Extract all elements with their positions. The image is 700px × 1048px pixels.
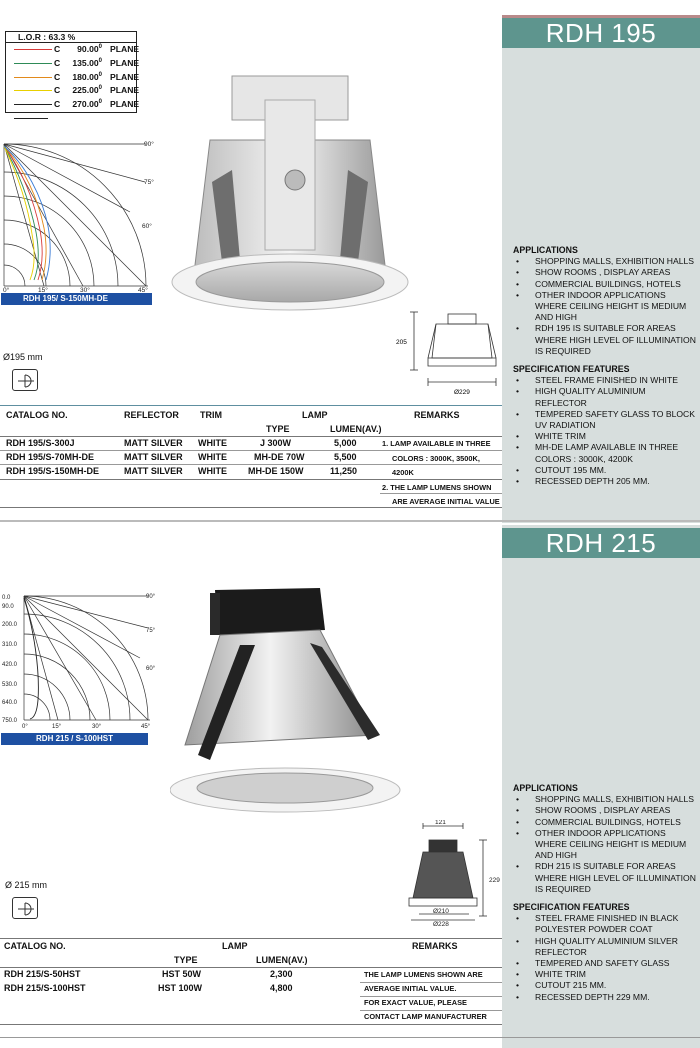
dim-top: 121 <box>435 820 446 826</box>
list-item: • SHOW ROOMS , DISPLAY AREAS <box>513 267 698 278</box>
table-rule <box>0 967 502 968</box>
table-cell: RDH 215/S-100HST <box>4 983 86 993</box>
table-cell: MH-DE 150W <box>248 466 304 476</box>
radial-label: 750.0 <box>2 718 18 724</box>
table-cell: WHITE <box>198 466 227 476</box>
list-item: • HIGH QUALITY ALUMINIUM REFLECTOR <box>513 386 698 408</box>
legend-line <box>14 77 52 78</box>
list-item: • COMMERCIAL BUILDINGS, HOTELS <box>513 279 698 290</box>
legend-c: C <box>54 71 61 82</box>
features-list <box>513 913 698 1003</box>
radial-label: 420.0 <box>2 662 18 668</box>
list-item: • RDH 195 IS SUITABLE FOR AREAS WHERE HIGH LEVEL OF ILLUMINATION IS REQUIRED <box>513 323 698 357</box>
list-item: • SHOPPING MALLS, EXHIBITION HALLS <box>513 794 698 805</box>
polar-angle-label: 30° <box>92 724 102 730</box>
table-cell: MATT SILVER <box>124 452 183 462</box>
table-cell: HST 100W <box>158 983 203 993</box>
col-remarks: REMARKS <box>414 410 460 420</box>
table-rule <box>0 436 502 437</box>
product2-applications <box>513 783 698 1003</box>
table-rule <box>0 479 502 480</box>
product1-photo <box>170 70 410 315</box>
polar-angle-label: 45° <box>138 287 148 292</box>
polar-angle-label: 30° <box>80 287 90 292</box>
table-cell: MH-DE 70W <box>254 452 305 462</box>
legend-plane: PLANE <box>110 85 140 96</box>
table-cell: RDH 195/S-150MH-DE <box>6 466 100 476</box>
table-cell: 2,300 <box>270 969 293 979</box>
dim-height: 229 <box>489 877 500 884</box>
legend-degree: 225.00$^0$ <box>72 85 102 96</box>
list-item: • HIGH QUALITY ALUMINIUM SILVER REFLECTOR <box>513 936 698 958</box>
table-rule <box>0 405 502 406</box>
polar-angle-label: 0° <box>3 287 10 292</box>
table-rule <box>360 1010 502 1011</box>
table-rule <box>380 493 502 494</box>
polar-angle-label: 75° <box>146 628 156 634</box>
features-heading: SPECIFICATION FEATURES <box>513 364 630 375</box>
legend-degree: 180.00$^0$ <box>72 71 102 82</box>
col-lumen: LUMEN(AV.) <box>256 955 308 965</box>
table-rule <box>0 938 502 939</box>
radial-label: 640.0 <box>2 700 18 706</box>
cutout-size: Ø195 mm <box>3 352 43 362</box>
product2-table <box>4 940 504 1030</box>
table-rule <box>0 450 502 451</box>
legend-c: C <box>54 85 61 96</box>
legend-c: C <box>54 57 61 68</box>
remark-line: THE LAMP LUMENS SHOWN ARE <box>364 970 483 979</box>
polar-label-2: RDH 215 / S-100HST <box>1 733 148 745</box>
legend-row <box>6 98 140 112</box>
radial-label: 0.0 <box>2 595 11 601</box>
col-lamp: LAMP <box>222 941 248 951</box>
table-cell: RDH 215/S-50HST <box>4 969 81 979</box>
list-item: • STEEL FRAME FINISHED IN WHITE <box>513 375 698 386</box>
col-lamp: LAMP <box>302 410 328 420</box>
col-type: TYPE <box>174 955 198 965</box>
list-item: • MH-DE LAMP AVAILABLE IN THREE COLORS : 3000K, 4200K <box>513 442 698 464</box>
col-lumen: LUMEN(AV.) <box>330 424 382 434</box>
col-catalog: CATALOG NO. <box>4 941 66 951</box>
product2-photo <box>170 585 410 815</box>
mount-icon <box>12 897 38 919</box>
dimension-drawing-1 <box>392 308 504 400</box>
table-rule <box>0 1037 700 1038</box>
col-catalog: CATALOG NO. <box>6 410 68 420</box>
section-divider <box>0 520 700 522</box>
legend-line <box>14 63 52 64</box>
list-item: • RECESSED DEPTH 229 MM. <box>513 992 698 1003</box>
polar-angle-label: 60° <box>146 666 156 672</box>
list-item: • OTHER INDOOR APPLICATIONS WHERE CEILING HEIGHT IS MEDIUM AND HIGH <box>513 290 698 324</box>
legend-degree: 135.00$^0$ <box>72 57 102 68</box>
product2-title: RDH 215 <box>502 528 700 558</box>
table-cell: WHITE <box>198 452 227 462</box>
list-item: • RDH 215 IS SUITABLE FOR AREAS WHERE HIGH LEVEL OF ILLUMINATION IS REQUIRED <box>513 861 698 895</box>
list-item: • SHOW ROOMS , DISPLAY AREAS <box>513 805 698 816</box>
legend-line <box>14 49 52 50</box>
product1-title: RDH 195 <box>502 18 700 48</box>
legend-plane: PLANE <box>110 57 140 68</box>
applications-list <box>513 256 698 357</box>
applications-heading: APPLICATIONS <box>513 245 578 255</box>
applications-list <box>513 794 698 895</box>
table-rule <box>0 507 502 508</box>
lor-legend <box>5 31 140 113</box>
polar-angle-label: 90° <box>146 594 156 600</box>
table-cell: J 300W <box>260 438 292 448</box>
remark-line: COLORS : 3000K, 3500K, <box>392 454 480 463</box>
dim-width: Ø229 <box>454 389 470 396</box>
polar-angle-label: 0° <box>22 724 28 730</box>
product1-applications <box>513 245 698 487</box>
legend-c: C <box>54 99 61 110</box>
polar-angle-label: 15° <box>38 287 48 292</box>
table-cell: RDH 195/S-70MH-DE <box>6 452 95 462</box>
radial-label: 200.0 <box>2 622 18 628</box>
radial-label: 90.0 <box>2 604 14 610</box>
list-item: • OTHER INDOOR APPLICATIONS WHERE CEILING HEIGHT IS MEDIUM AND HIGH <box>513 828 698 862</box>
table-cell: WHITE <box>198 438 227 448</box>
product2-panel <box>502 525 700 1048</box>
polar-label-1: RDH 195/ S-150MH-DE <box>1 293 152 305</box>
list-item: • RECESSED DEPTH 205 MM. <box>513 476 698 487</box>
table-rule <box>360 996 502 997</box>
list-item: • TEMPERED AND SAFETY GLASS <box>513 958 698 969</box>
legend-row <box>6 84 140 98</box>
list-item: • WHITE TRIM <box>513 431 698 442</box>
table-cell: 11,250 <box>330 466 358 476</box>
list-item: • SHOPPING MALLS, EXHIBITION HALLS <box>513 256 698 267</box>
legend-plane: PLANE <box>110 71 140 82</box>
table-cell: MATT SILVER <box>124 466 183 476</box>
list-item: • TEMPERED SAFETY GLASS TO BLOCK UV RADIATION <box>513 409 698 431</box>
polar-diagram-2 <box>0 590 160 732</box>
list-item: • COMMERCIAL BUILDINGS, HOTELS <box>513 817 698 828</box>
table-cell: HST 50W <box>162 969 202 979</box>
remark-line: ARE AVERAGE INITIAL VALUE <box>392 497 500 506</box>
table-rule <box>360 982 502 983</box>
legend-underline <box>14 118 48 119</box>
remark-line: AVERAGE INITIAL VALUE. <box>364 984 457 993</box>
table-rule <box>0 464 502 465</box>
legend-row <box>6 43 140 57</box>
polar-angle-label: 15° <box>52 724 62 730</box>
radial-label: 310.0 <box>2 642 18 648</box>
legend-c: C <box>54 44 61 54</box>
radial-label: 530.0 <box>2 682 18 688</box>
legend-plane: PLANE <box>110 44 140 54</box>
legend-plane: PLANE <box>110 99 140 110</box>
mount-icon <box>12 369 38 391</box>
legend-line <box>14 90 52 91</box>
lor-header: L.O.R : 63.3 % <box>6 32 136 43</box>
polar-angle-label: 75° <box>144 179 154 186</box>
list-item: • WHITE TRIM <box>513 969 698 980</box>
table-cell: RDH 195/S-300J <box>6 438 75 448</box>
legend-line <box>14 104 52 105</box>
col-type: TYPE <box>266 424 290 434</box>
polar-diagram-1 <box>0 140 160 292</box>
remark-line: 2. THE LAMP LUMENS SHOWN <box>382 483 492 492</box>
polar-angle-label: 60° <box>142 223 152 230</box>
features-list <box>513 375 698 487</box>
list-item: • CUTOUT 195 MM. <box>513 465 698 476</box>
table-cell: 5,000 <box>334 438 357 448</box>
cutout-size: Ø 215 mm <box>5 880 48 890</box>
dim-cut: Ø210 <box>433 908 449 915</box>
col-reflector: REFLECTOR <box>124 410 179 420</box>
list-item: • CUTOUT 215 MM. <box>513 980 698 991</box>
remark-line: CONTACT LAMP MANUFACTURER <box>364 1012 487 1021</box>
table-cell: 5,500 <box>334 452 357 462</box>
applications-heading: APPLICATIONS <box>513 783 578 793</box>
table-cell: MATT SILVER <box>124 438 183 448</box>
col-remarks: REMARKS <box>412 941 458 951</box>
polar-angle-label: 90° <box>144 141 154 148</box>
table-cell: 4,800 <box>270 983 293 993</box>
dim-width: Ø228 <box>433 921 449 928</box>
legend-degree: 90.00$^0$ <box>77 44 102 54</box>
legend-row <box>6 71 140 85</box>
remark-line: 1. LAMP AVAILABLE IN THREE <box>382 439 491 448</box>
legend-degree: 270.00$^0$ <box>72 99 102 110</box>
polar-angle-label: 45° <box>141 724 151 730</box>
dimension-drawing-2 <box>405 820 500 928</box>
list-item: • STEEL FRAME FINISHED IN BLACK POLYESTER POWDER COAT <box>513 913 698 935</box>
legend-row <box>6 57 140 71</box>
product1-panel <box>502 15 700 523</box>
remark-line: 4200K <box>392 468 414 477</box>
col-trim: TRIM <box>200 410 222 420</box>
table-rule <box>0 1024 502 1025</box>
remark-line: FOR EXACT VALUE, PLEASE <box>364 998 467 1007</box>
dim-height: 205 <box>396 339 407 346</box>
features-heading: SPECIFICATION FEATURES <box>513 902 630 913</box>
